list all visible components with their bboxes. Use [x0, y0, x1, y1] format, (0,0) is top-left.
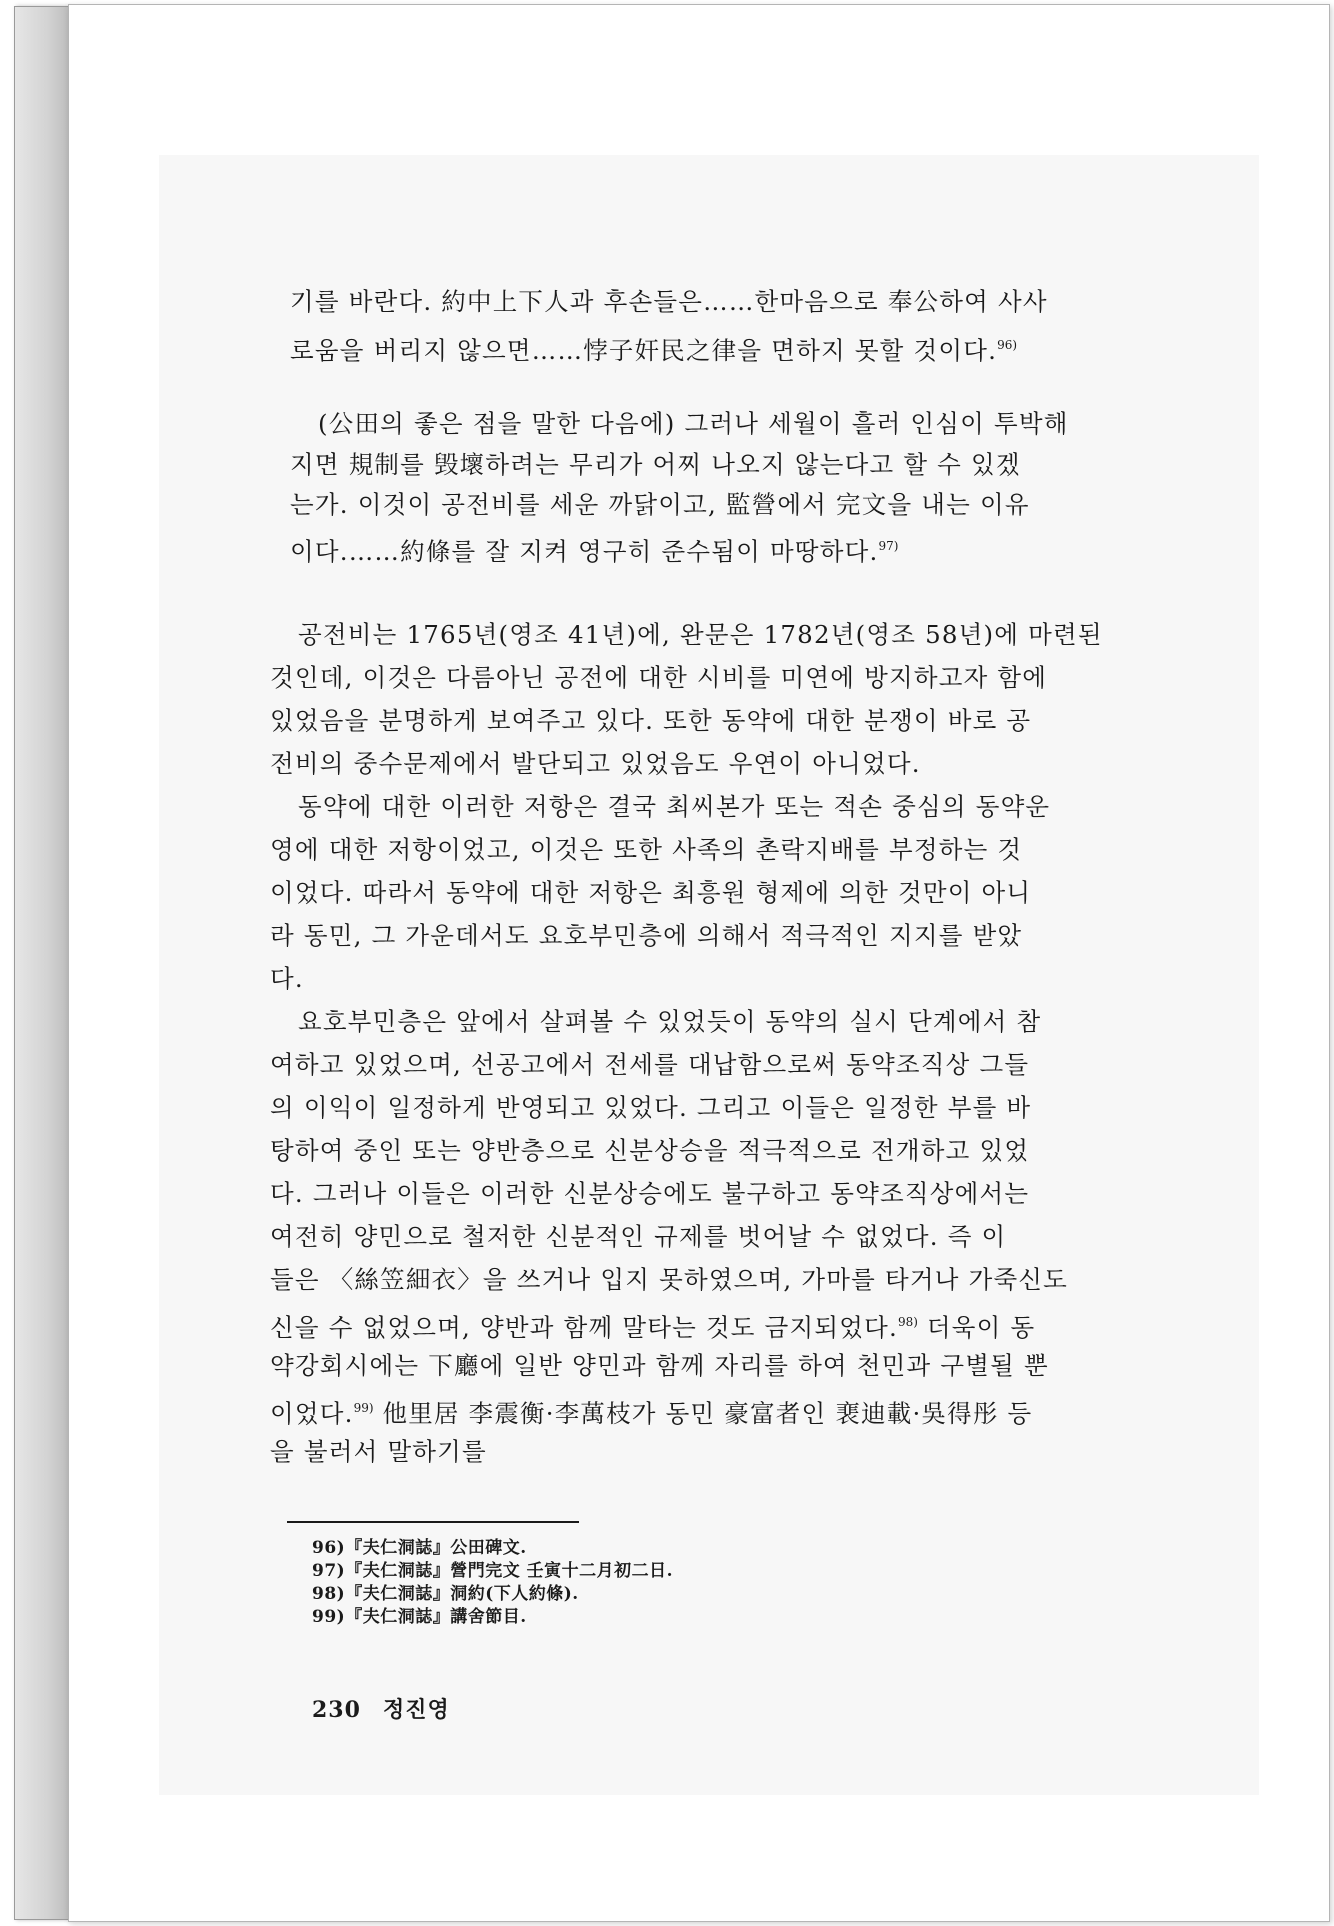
text-line: 라 동민, 그 가운데서도 요호부민층에 의해서 적극적인 지지를 받았 [270, 921, 1023, 950]
footnote: 98)『夫仁洞誌』洞約(下人約條). [312, 1584, 579, 1604]
text-line: 다. [270, 964, 304, 993]
footnote-ref: 96) [997, 337, 1018, 352]
quote-block-1 [290, 281, 1190, 366]
footnote-ref: 98) [897, 1315, 918, 1329]
page-number: 230 [312, 1697, 361, 1723]
text-line: 기를 바란다. 約中上下人과 후손들은……한마음으로 奉公하여 사사 [290, 287, 1048, 316]
text-line: 지면 規制를 毁壞하려는 무리가 어찌 나오지 않는다고 할 수 있겠 [290, 449, 1021, 479]
text-line: 약강회시에는 下廳에 일반 양민과 함께 자리를 하여 천민과 구별될 뿐 [270, 1351, 1049, 1380]
body-paragraphs [270, 613, 1200, 1473]
footnote-ref: 97) [878, 538, 899, 553]
author-name: 정진영 [382, 1697, 450, 1723]
footnotes [312, 1537, 1112, 1629]
footnote: 96)『夫仁洞誌』公田碑文. [312, 1538, 527, 1558]
text-line: 는가. 이것이 공전비를 세운 까닭이고, 監營에서 完文을 내는 이유 [290, 490, 1030, 519]
text-line: 전비의 중수문제에서 발단되고 있었음도 우연이 아니었다. [270, 749, 921, 778]
text-line: 여전히 양민으로 철저한 신분적인 규제를 벗어날 수 없었다. 즉 이 [270, 1222, 1007, 1251]
text-line: 여하고 있었으며, 선공고에서 전세를 대납함으로써 동약조직상 그들 [270, 1050, 1030, 1079]
text-line: 것인데, 이것은 다름아닌 공전에 대한 시비를 미연에 방지하고자 함에 [270, 663, 1048, 692]
text-line: 의 이익이 일정하게 반영되고 있었다. 그리고 이들은 일정한 부를 바 [270, 1093, 1032, 1122]
text-line: 다. 그러나 이들은 이러한 신분상승에도 불구하고 동약조직상에서는 [270, 1179, 1030, 1208]
text-line: 이었다.$^{99)}$ 他里居 李震衡·李萬枝가 동민 豪富者인 裵迪載·吳得彤 등 [270, 1399, 1033, 1428]
text-line: 동약에 대한 이러한 저항은 결국 최씨본가 또는 적손 중심의 동약운 [298, 792, 1051, 821]
quote-block-2 [290, 404, 1190, 566]
text-line: 이었다. 따라서 동약에 대한 저항은 최흥원 형제에 의한 것만이 아니 [270, 878, 1032, 907]
text-line: (公田의 좋은 점을 말한 다음에) 그러나 세월이 흘러 인심이 투박해 [318, 409, 1069, 438]
book-spine [14, 6, 70, 1920]
text-line: 영에 대한 저항이었고, 이것은 또한 사족의 촌락지배를 부정하는 것 [270, 835, 1023, 864]
footnote: 97)『夫仁洞誌』營門完文 壬寅十二月初二日. [312, 1561, 674, 1581]
text-line: 있었음을 분명하게 보여주고 있다. 또한 동약에 대한 분쟁이 바로 공 [270, 706, 1032, 735]
footnote-ref: 99) [353, 1401, 374, 1415]
text-line: 로움을 버리지 않으면……悖子奸民之律을 면하지 못할 것이다.$^{96)}$ [290, 335, 1018, 365]
footnote-divider [287, 1521, 579, 1523]
text-line: 탕하여 중인 또는 양반층으로 신분상승을 적극적으로 전개하고 있었 [270, 1136, 1030, 1165]
text-line: 을 불러서 말하기를 [270, 1437, 487, 1466]
footnote: 99)『夫仁洞誌』講舍節目. [312, 1607, 527, 1627]
text-line: 신을 수 없었으며, 양반과 함께 말타는 것도 금지되었다.$^{98)}$ 더욱이 동 [270, 1313, 1036, 1342]
text-line: 들은 〈絲笠細衣〉을 쓰거나 입지 못하였으며, 가마를 타거나 가죽신도 [270, 1265, 1069, 1294]
text-line: 요호부민층은 앞에서 살펴볼 수 있었듯이 동약의 실시 단계에서 참 [298, 1007, 1042, 1036]
page-footer [312, 1693, 472, 1724]
text-line: 이다.……約條를 잘 지켜 영구히 준수됨이 마땅하다.$^{97)}$ [290, 536, 899, 566]
text-line: 공전비는 1765년(영조 41년)에, 완문은 1782년(영조 58년)에 마련된 [298, 620, 1103, 649]
